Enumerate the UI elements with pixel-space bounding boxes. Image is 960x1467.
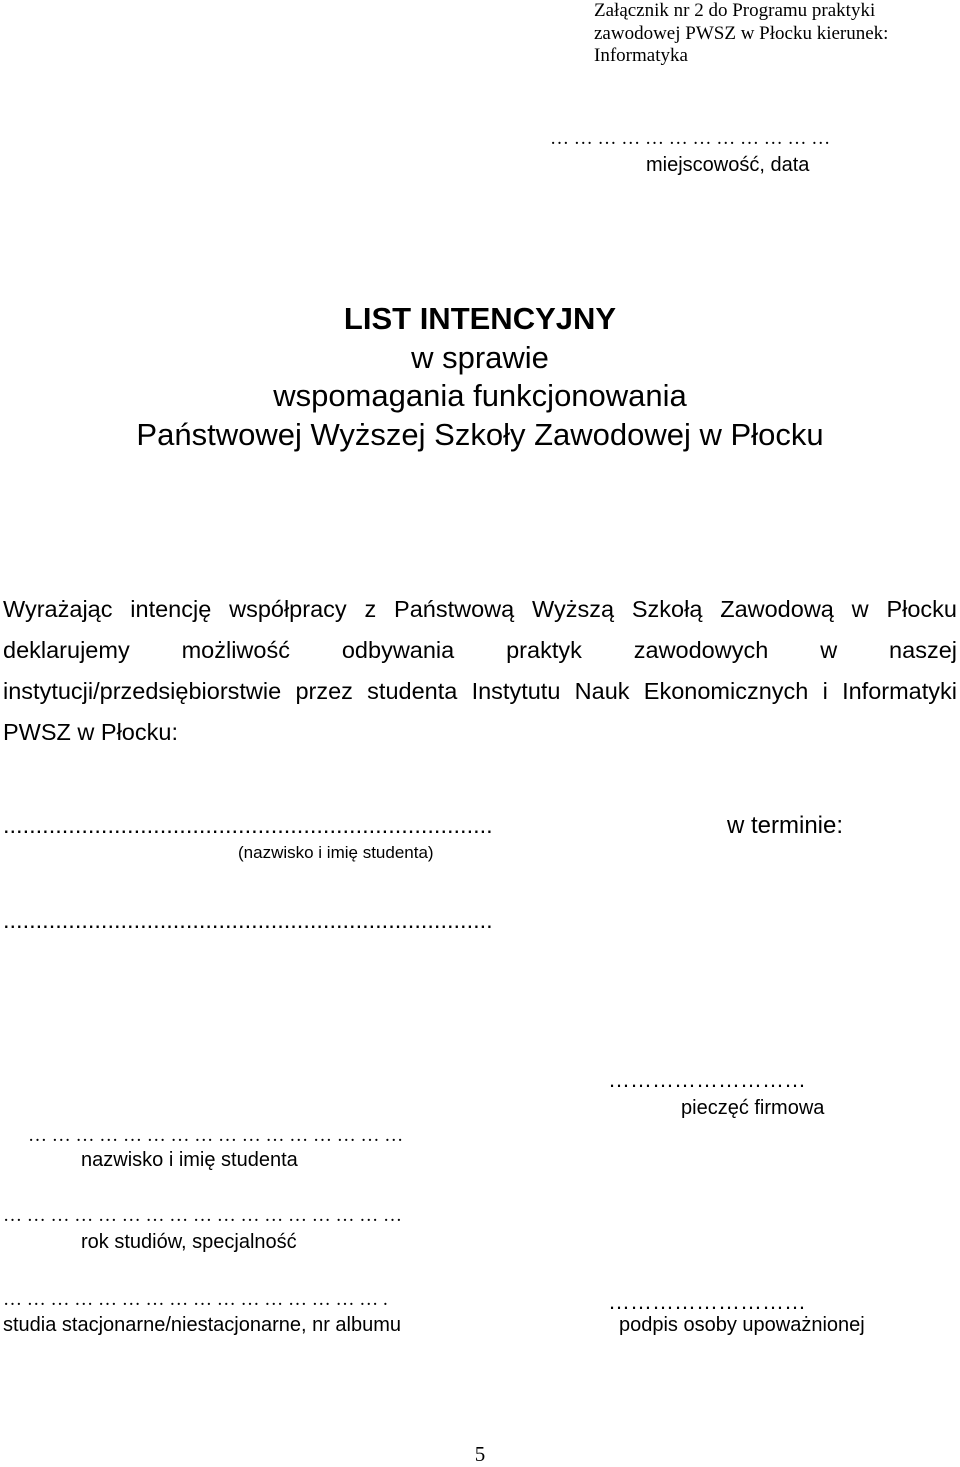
place-date-label: miejscowość, data <box>646 154 810 176</box>
page-number: 5 <box>474 1442 486 1466</box>
authorized-signature-label: podpis osoby upoważnionej <box>619 1314 865 1336</box>
student-name-dots: ........................................................................... <box>3 812 493 838</box>
study-mode-field-label: studia stacjonarne/niestacjonarne, nr albumu <box>3 1314 402 1336</box>
annex-header: Załącznik nr 2 do Programu praktyki zawodowej PWSZ w Płocku kierunek: Informatyka <box>594 0 889 66</box>
place-date-dots: … … … … … … … … … … … … <box>550 128 831 149</box>
title-line-3: Państwowej Wyższej Szkoły Zawodowej w Płocku <box>136 416 824 452</box>
study-year-field-dots: … … … … … … … … … … … … … … … … … <box>3 1205 402 1226</box>
company-stamp-label: pieczęć firmowa <box>681 1097 825 1119</box>
authorized-signature-dots: ……………………… <box>608 1289 806 1314</box>
study-mode-field-dots: … … … … … … … … … … … … … … … … . <box>3 1289 388 1310</box>
student-name-field-label: nazwisko i imię studenta <box>81 1149 298 1171</box>
study-year-field-label: rok studiów, specjalność <box>81 1231 297 1253</box>
intent-paragraph: Wyrażając intencję współpracy z Państwową Wyższą Szkołą Zawodową w Płocku deklarujemy możliwość odbywania praktyk zawodowych w naszej instytucji/przedsiębiorstwie przez studenta Instytutu Nauk Ekonomicznych i Informatyki PWSZ w Płocku: <box>3 596 957 745</box>
letter-title-block <box>0 300 960 454</box>
term-dots: ........................................................................... <box>3 907 493 933</box>
letter-title: LIST INTENCYJNY <box>343 301 617 336</box>
title-line-2: wspomagania funkcjonowania <box>273 378 687 413</box>
title-line-1: w sprawie <box>411 339 549 375</box>
company-stamp-dots: ……………………… <box>608 1067 806 1092</box>
term-label: w terminie: <box>727 812 844 839</box>
student-name-caption: (nazwisko i imię studenta) <box>238 843 434 862</box>
student-name-field-dots: … … … … … … … … … … … … … … … … <box>28 1125 404 1146</box>
